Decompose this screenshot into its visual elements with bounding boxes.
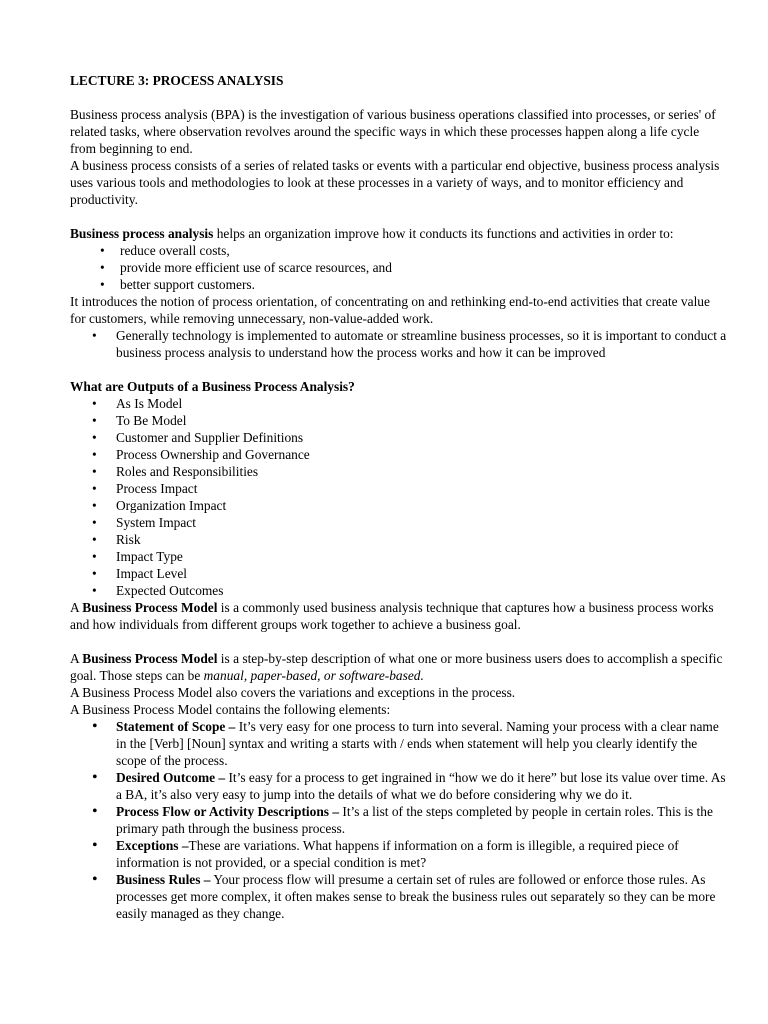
bpm2-prefix: A bbox=[70, 651, 83, 666]
list-item: • To Be Model bbox=[70, 412, 728, 429]
spacer bbox=[70, 208, 728, 225]
element-term: Exceptions – bbox=[116, 838, 189, 853]
bpa-paragraph bbox=[70, 225, 728, 242]
bpm2-bold-term: Business Process Model bbox=[82, 651, 218, 666]
outputs-heading-text: What are Outputs of a Business Process Analysis? bbox=[70, 379, 355, 394]
model-elements-list bbox=[70, 718, 728, 922]
element-term: Business Rules – bbox=[116, 872, 211, 887]
technology-list bbox=[70, 327, 728, 361]
bpm1-bold-term: Business Process Model bbox=[82, 600, 218, 615]
page-title: LECTURE 3: PROCESS ANALYSIS bbox=[70, 73, 284, 88]
list-item: • Process Impact bbox=[70, 480, 728, 497]
bpm-paragraph-2 bbox=[70, 650, 728, 684]
list-item: • Generally technology is implemented to automate or streamline business processes, so it is important to conduct a business process analysis to understand how the process works and how it can be improved bbox=[70, 327, 728, 361]
list-item bbox=[70, 837, 728, 871]
list-item: • provide more efficient use of scarce resources, and bbox=[70, 259, 728, 276]
element-term: Process Flow or Activity Descriptions – bbox=[116, 804, 340, 819]
list-item: • Expected Outcomes bbox=[70, 582, 728, 599]
element-term: Desired Outcome – bbox=[116, 770, 226, 785]
bpm-paragraph-1 bbox=[70, 599, 728, 633]
intro-paragraph-2: A business process consists of a series of related tasks or events with a particular end objective, business process analysis uses various tools and methodologies to look at these processes in a variety of ways, and to monitor efficiency and productivity. bbox=[70, 158, 720, 207]
element-description: It’s very easy for one process to turn into several. Naming your process with a clear name in the [Verb] [Noun] syntax and writing a starts with / ends when statement will help you clearly identify the scope of the process. bbox=[116, 719, 719, 768]
outputs-list bbox=[70, 395, 728, 599]
list-item: • reduce overall costs, bbox=[70, 242, 728, 259]
bpm1-text: is a commonly used business analysis technique that captures how a business process works and how individuals from different groups work together to achieve a business goal. bbox=[70, 600, 714, 632]
bpm1-prefix: A bbox=[70, 600, 83, 615]
list-item bbox=[70, 871, 728, 922]
list-item: • Organization Impact bbox=[70, 497, 728, 514]
bpa-goals-list bbox=[70, 242, 728, 293]
list-item: • Process Ownership and Governance bbox=[70, 446, 728, 463]
outputs-heading bbox=[70, 378, 728, 395]
bpa-paragraph-text: helps an organization improve how it conducts its functions and activities in order to: bbox=[213, 226, 674, 241]
list-item: • As Is Model bbox=[70, 395, 728, 412]
list-item: • Impact Type bbox=[70, 548, 728, 565]
intro-paragraph-1: Business process analysis (BPA) is the investigation of various business operations classified into processes, or series' of related tasks, where observation revolves around the specific ways in which these processes happen along a life cycle from beginning to end. bbox=[70, 107, 716, 156]
list-item bbox=[70, 769, 728, 803]
list-item: • better support customers. bbox=[70, 276, 728, 293]
bpm2-text: is a step-by-step description of what one or more business users does to accomplish a specific goal. Those steps can be bbox=[70, 651, 723, 683]
list-item: • Roles and Responsibilities bbox=[70, 463, 728, 480]
list-item: • Risk bbox=[70, 531, 728, 548]
bpm-paragraph-3: A Business Process Model also covers the variations and exceptions in the process. bbox=[70, 685, 516, 700]
list-item bbox=[70, 803, 728, 837]
spacer bbox=[70, 361, 728, 378]
element-description: These are variations. What happens if information on a form is illegible, a required piece of information is not provided, or a special condition is met? bbox=[116, 838, 679, 870]
list-item: • Customer and Supplier Definitions bbox=[70, 429, 728, 446]
list-item: • System Impact bbox=[70, 514, 728, 531]
bpm-paragraph-4: A Business Process Model contains the following elements: bbox=[70, 702, 391, 717]
element-description: It’s easy for a process to get ingrained in “how we do it here” but lose its value over time. As a BA, it’s also very easy to jump into the details of what we do before considering why we do it. bbox=[116, 770, 726, 802]
bpa-bold-term: Business process analysis bbox=[70, 226, 214, 241]
element-description: Your process flow will presume a certain set of rules are followed or enforce those rules. As processes get more complex, it often makes sense to break the business rules out separately so they can be more easily managed as they change. bbox=[116, 872, 716, 921]
spacer bbox=[70, 633, 728, 650]
list-item: • Impact Level bbox=[70, 565, 728, 582]
process-orientation-paragraph: It introduces the notion of process orientation, of concentrating on and rethinking end-to-end activities that create value for customers, while removing unnecessary, non-value-added work. bbox=[70, 294, 710, 326]
element-description: It’s a list of the steps completed by people in certain roles. This is the primary path through the business process. bbox=[116, 804, 713, 836]
list-item bbox=[70, 718, 728, 769]
bpm2-italic-text: manual, paper-based, or software-based. bbox=[203, 668, 424, 683]
element-term: Statement of Scope – bbox=[116, 719, 236, 734]
